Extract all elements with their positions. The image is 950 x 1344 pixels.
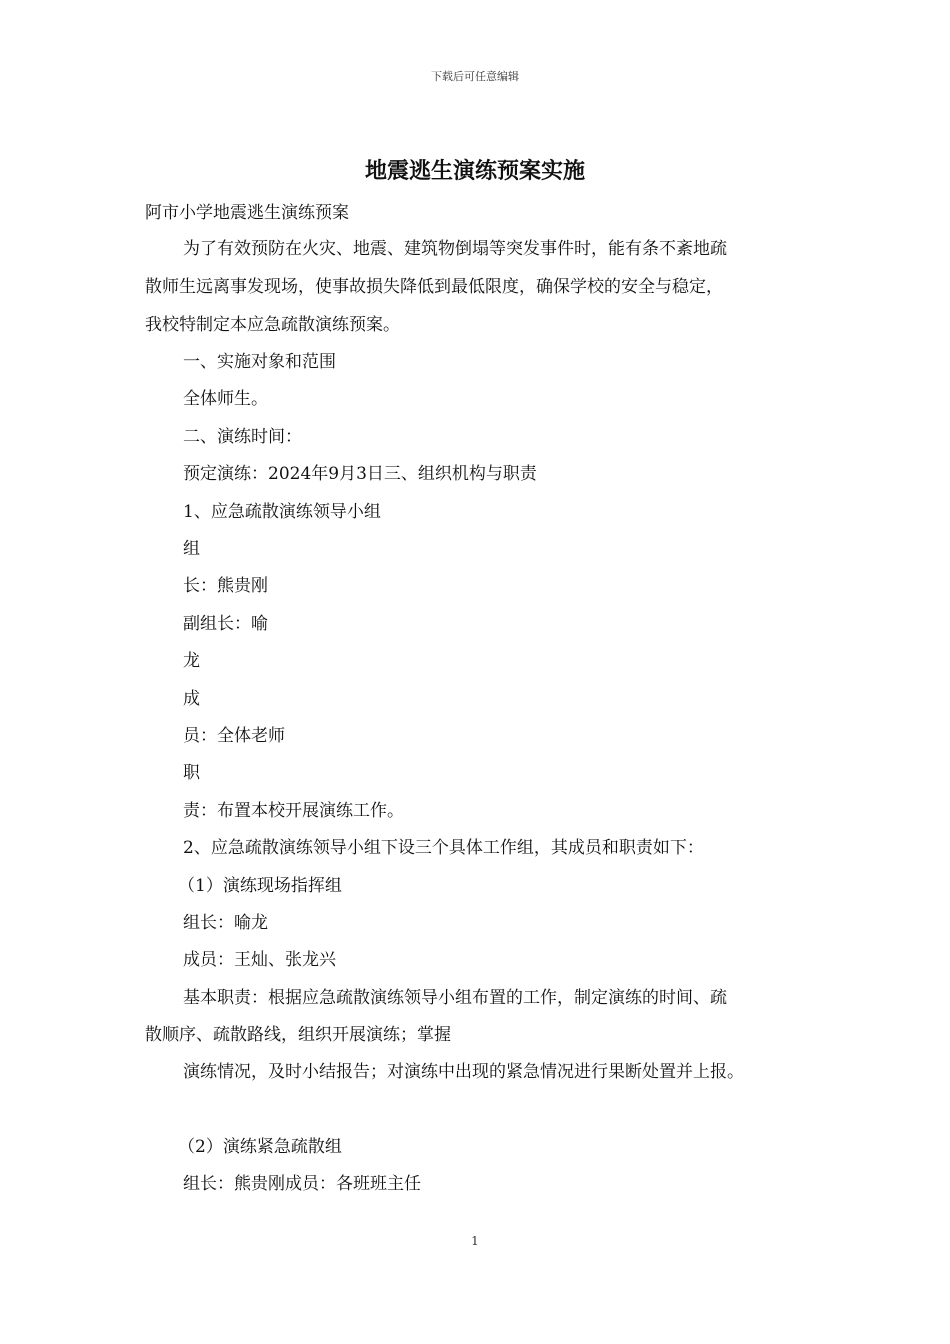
paragraph-line: 龙 (183, 651, 200, 671)
page-number: 1 (471, 1234, 479, 1248)
header-note: 下载后可任意编辑 (431, 70, 519, 83)
group-heading: （2）演练紧急疏散组 (178, 1137, 342, 1157)
paragraph-line: 成员：王灿、张龙兴 (183, 950, 336, 970)
paragraph-line: 散顺序、疏散路线，组织开展演练；掌握 (145, 1025, 451, 1045)
paragraph-line: 副组长：喻 (183, 614, 268, 634)
paragraph-line: 员：全体老师 (183, 726, 285, 746)
section-heading: 二、演练时间： (183, 427, 302, 447)
paragraph-line: 散师生远离事发现场，使事故损失降低到最低限度，确保学校的安全与稳定， (145, 277, 723, 297)
paragraph-line: 全体师生。 (183, 389, 268, 409)
document-title: 地震逃生演练预案实施 (364, 159, 585, 184)
paragraph-line: 预定演练：2024年9月3日三、组织机构与职责 (183, 464, 537, 484)
paragraph-line: 我校特制定本应急疏散演练预案。 (145, 315, 400, 335)
paragraph-line: 演练情况，及时小结报告；对演练中出现的紧急情况进行果断处置并上报。 (183, 1062, 744, 1082)
subtitle-line: 阿市小学地震逃生演练预案 (145, 203, 349, 223)
paragraph-line: 责：布置本校开展演练工作。 (183, 801, 404, 821)
section-heading: 一、实施对象和范围 (183, 352, 336, 372)
subsection-heading: 1、应急疏散演练领导小组 (183, 502, 381, 522)
subsection-heading: 2、应急疏散演练领导小组下设三个具体工作组，其成员和职责如下： (183, 838, 704, 858)
paragraph-line: 长：熊贵刚 (183, 576, 268, 596)
paragraph-line: 基本职责：根据应急疏散演练领导小组布置的工作，制定演练的时间、疏 (183, 988, 727, 1008)
paragraph-line: 为了有效预防在火灾、地震、建筑物倒塌等突发事件时，能有条不紊地疏 (183, 239, 727, 259)
paragraph-line: 组 (183, 539, 200, 559)
paragraph-line: 组长：喻龙 (183, 913, 268, 933)
group-heading: （1）演练现场指挥组 (178, 876, 342, 896)
paragraph-line: 成 (183, 689, 200, 709)
paragraph-line: 职 (183, 763, 200, 783)
paragraph-line: 组长：熊贵刚成员：各班班主任 (183, 1174, 421, 1194)
